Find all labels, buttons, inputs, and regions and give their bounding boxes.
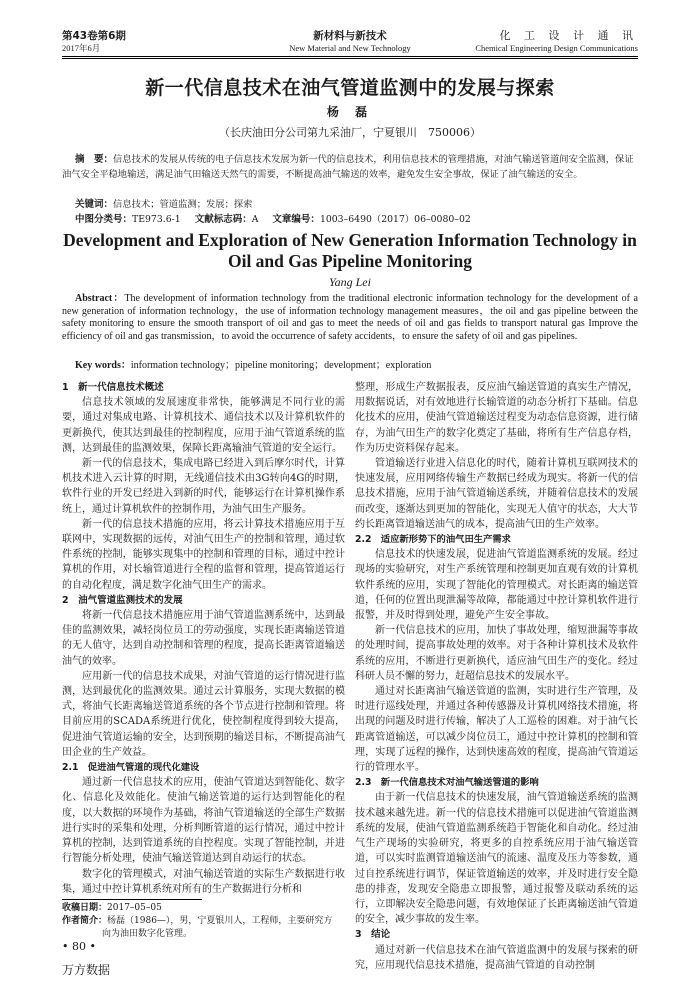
author-bio-line2: 向为油田数字化管理。 [102,929,193,939]
paragraph: 整理，形成生产数据报表，反应油气输送管道的真实生产情况，用数据说话，对有效地进行长输管道的动态分析打下基础。信息化技术的应用，使油气管道输送过程变为动态信息资源，进行储存，为油气田生产的数字化奠定了基础，将所有生产信息存档，作为历史资料保存起来。 [355,382,638,454]
header-rule-top [62,56,638,57]
paragraph: 信息技术领域的发展速度非常快，能够满足不同行业的需要，通过对集成电路、计算机技术、通信技术以及计算机软件的更新换代，使其达到最佳的控制程度，应用于油气管道系统的监测，达到最佳的监测效果，保障长距离输油气管道的安全运行。 [62,397,345,454]
paragraph: 通过新一代信息技术的应用，使油气管道达到智能化、数字化、信息化及效能化。使油气输送管道的运行达到智能化的程度，以大数据的环境作为基础，将油气管道输送的全部生产数据进行实时的采集和处理，分析判断管道的运行情况，通过中控计算机的控制，达到管道系统的自控程度。实现了智能控制，并进行智能分析处理，使油气输送管道达到自动运行的状态。 [62,777,345,865]
volume-issue: 第43卷第6期 [62,30,126,42]
abstract-en-label: Abstract： [75,293,125,304]
classification-line [75,211,471,225]
paragraph: 新一代的信息技术措施的应用，将云计算技术措施应用于互联网中，实现数据的远传，对油气田生产的控制和管理，通过软件系统的控制，能够实现集中的控制和管理的目标，通过中控计算机的作用，对长输管道进行全程的监督和管理，提高管道运行的自动化程度，满足数字化油气田生产的需求。 [62,518,345,591]
paragraph: 数字化的管理模式，对油气输送管道的实际生产数据进行收集，通过中控计算机系统对所有的生产数据进行分析和 [62,868,345,895]
paragraph: 由于新一代信息技术的快速发展，油气管道输送系统的监测技术越来越先进。新一代的信息技术措施可以促进油气管道监测系统的发展，使油气管道监测系统趋于智能化和自动化。经过油气生产现场的实验研究，将更多的自控系统应用于油气输送管道，可以实时监测管道输送油气的流速、温度及压力等参数，通过自控系统进行调节，保证管道输送的效率，并及时进行安全隐患的排查，发现安全隐患立即报警，通过报警及联动系统的运行，立即解决安全隐患问题，有效地保证了长距离输送油气管道的安全，减少事故的发生率。 [355,792,638,926]
paragraph: 信息技术的快速发展，促进油气管道监测系统的发展。经过现场的实验研究，对生产系统管理和控制更加直观有效的计算机软件系统的应用，实现了智能化的管理模式。对长距离的输送管道，任何的位置出现泄漏等故障，都能通过中控计算机软件进行报警，并及时得到处理，避免产生安全事故。 [355,549,638,622]
article-number-value: 1003–6490（2017）06–0080–02 [319,214,471,225]
paragraph: 管道输送行业进入信息化的时代，随着计算机互联网技术的快速发展，应用网络传输生产数据已经成为现实。将新一代的信息技术措施，应用于油气管道输送系统，并随着信息技术的发展而改变，逐渐达到更加的智能化，实现无人值守的状态，大大节约长距离管道输送油气的成本，提高油气田的生产效率。 [355,458,638,530]
header-rule-bottom [62,58,638,59]
subsection-heading: 2.3 新一代信息技术对油气输送管道的影响 [355,777,539,789]
issue-date: 2017年6月 [62,43,101,53]
author-bio-line1: 杨磊（1986—），男，宁夏银川人，工程师，主要研究方 [107,916,333,926]
journal-volume-issue [62,30,126,54]
received-value: 2017–05–05 [107,903,162,913]
received-date [62,902,345,915]
author-cn: 杨 磊 [326,105,374,119]
section-heading: 1 新一代信息技术概述 [62,382,164,393]
clc-value: TE973.6-1 [132,214,181,225]
keywords-en [75,356,431,371]
keywords-en-label: Key words： [75,360,131,371]
paragraph: 新一代信息技术的应用，加快了事故处理，缩短泄漏等事故的处理时间，提高事故处理的效率。对于各种计算机技术及软件系统的应用，不断进行更新换代，适应油气田生产的变化。经过科研人员不懈的努力，赶超信息技术的发展水平。 [355,625,638,682]
abstract-en [62,293,638,343]
clc-label: 中图分类号： [75,214,133,225]
body-left-column [62,380,345,897]
doc-code-value: A [251,214,259,225]
section-header [240,30,460,54]
journal-name-en: Chemical Engineering Design Communications [475,43,638,53]
footnote [62,902,345,941]
abstract-cn [62,152,638,182]
received-label: 收稿日期： [62,903,108,913]
footnote-rule [62,899,202,900]
section-heading: 2 油气管道监测技术的发展 [62,594,183,606]
journal-name [475,30,638,54]
author-bio [62,915,345,928]
doc-code-label: 文献标志码： [194,214,252,225]
section-title-en: New Material and New Technology [289,43,411,53]
section-heading: 3 结论 [355,929,391,941]
article-number-label: 文章编号： [272,214,320,225]
author-bio-label: 作者简介： [62,916,108,926]
keywords-en-text: information technology；pipeline monitoring；development；exploration [130,360,432,371]
page-number: • 80 • [62,940,96,953]
abstract-cn-text: 信息技术的发展从传统的电子信息技术发展为新一代的信息技术，利用信息技术的管理措施，对油气输送管道间安全监测，保证油气安全平稳地输送，满足油气田输送天然气的需要，不断提高油气输送的效率，避免发生安全事故，保证了油气输送的安全。 [62,154,634,180]
article-title-cn: 新一代信息技术在油气管道监测中的发展与探索 [145,77,555,99]
section-title-cn: 新材料与新技术 [313,30,387,42]
publisher-watermark: 万方数据 [62,963,111,977]
paragraph: 新一代的信息技术，集成电路已经进入到后摩尔时代，计算机技术进入云计算的时期，无线通信技术由3G转向4G的时期，软件行业的开发已经进入到新的时代，能够运行在计算机操作系统上，通过计算机软件的控制作用，为油气田生产服务。 [62,458,345,515]
paragraph: 通过对新一代信息技术在油气管道监测中的发展与探索的研究，应用现代信息技术措施，提高油气管道的自动控制 [355,944,638,971]
abstract-en-text: The development of information technology from the traditional electronic information technology for the development of a new generation of information technology，the use of information technology management measures，the oil and gas pipeline between the safety monitoring to ensure the smooth transport of oil and gas to meet the needs of oil and gas fields to transport natural gas Improve the efficiency of oil and gas transmission，to avoid the occurrence of safety accidents，to ensure the safety of oil and gas pipelines. [62,293,638,342]
paragraph: 将新一代信息技术措施应用于油气管道监测系统中，达到最佳的监测效果，减轻岗位员工的劳动强度，实现长距离输送管道的无人值守，达到自动控制和管理的程度，提高长距离管道输送油气的效率。 [62,610,345,667]
subsection-heading: 2.2 适应新形势下的油气田生产需求 [355,534,511,546]
paragraph: 应用新一代的信息技术成果，对油气管道的运行情况进行监测，达到最优化的监测效果。通过云计算服务，实现大数据的模式，将油气长距离输送管道系统的各个节点进行控制和管理。将目前应用的SCADA系统进行优化，使控制程度得到较大提高，促进油气管道运输的安全，达到预期的输送目标，不断提高油气田企业的生产效益。 [62,670,345,758]
subsection-heading: 2.1 促进油气管道的现代化建设 [62,762,200,774]
keywords-cn-label: 关键词： [75,199,114,210]
paragraph: 通过对长距离油气输送管道的监测，实时进行生产管理，及时进行巡线处理，并通过各种传感器及计算机网络技术措施，将出现的问题及时进行传输，解决了人工巡检的困难。对于油气长距离管道输送，可以减少岗位员工，通过中控计算机的控制和管理，实现了远程的操作，达到快速高效的程度，提高油气管道运行的管理水平。 [355,686,638,774]
article-title-en: Development and Exploration of New Generation Information Technology in Oil and Gas Pipeline Monitoring [63,230,637,271]
keywords-cn [75,196,252,210]
journal-name-cn: 化 工 设 计 通 讯 [499,29,638,42]
keywords-cn-text: 信息技术；管道监测；发展；探索 [113,199,253,210]
affiliation-cn: （长庆油田分公司第九采油厂，宁夏银川 750006） [219,126,481,139]
author-en: Yang Lei [329,275,371,289]
abstract-cn-label: 摘 要： [75,154,114,165]
body-right-column [355,380,638,973]
